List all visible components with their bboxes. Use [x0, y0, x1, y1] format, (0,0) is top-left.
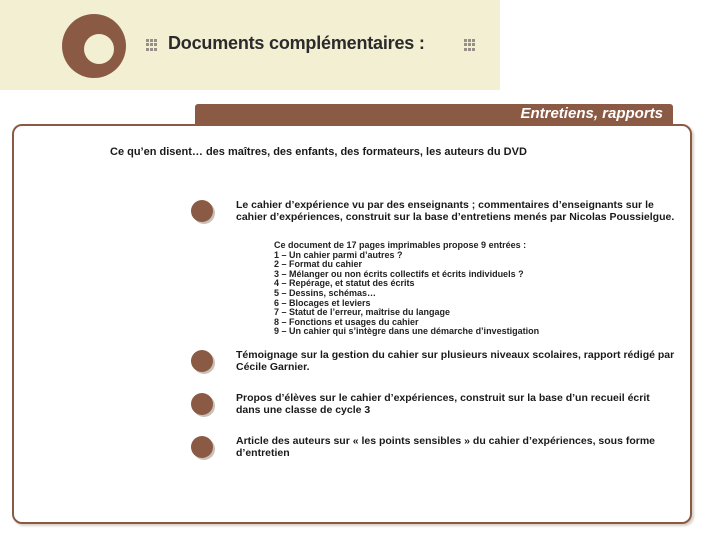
contents-entry: 6 – Blocages et leviers	[274, 297, 371, 308]
page-title: Documents complémentaires :	[168, 33, 425, 53]
bullet-icon	[191, 436, 213, 458]
contents-entry: 7 – Statut de l’erreur, maîtrise du langage	[274, 307, 451, 318]
section-tab	[195, 104, 673, 124]
section-tab-label: Entretiens, rapports	[520, 105, 663, 122]
intro-text: Ce qu’en disent… des maîtres, des enfants, des formateurs, les auteurs du DVD	[110, 146, 527, 158]
contents-entry: 4 – Repérage, et statut des écrits	[274, 278, 415, 289]
bullet-icon	[191, 200, 213, 222]
contents-heading: Ce document de 17 pages imprimables propose 9 entrées :	[274, 240, 527, 250]
bullet-icon	[191, 393, 213, 415]
document-item[interactable]: Article des auteurs sur « les points sensibles » du cahier d’expériences, sous forme d’entretien	[236, 435, 655, 459]
document-item[interactable]: Le cahier d’expérience vu par des enseignants ; commentaires d’enseignants sur le cahier d’expériences, construit sur la base d’entretiens menés par Nicolas Poussielgue.	[236, 199, 675, 223]
contents-entry: 5 – Dessins, schémas…	[274, 287, 377, 298]
contents-entry: 9 – Un cahier qui s’intègre dans une démarche d’investigation	[274, 326, 540, 337]
document-item[interactable]: Témoignage sur la gestion du cahier sur plusieurs niveaux scolaires, rapport rédigé par Cécile Garnier.	[236, 349, 675, 373]
document-item[interactable]: Propos d’élèves sur le cahier d’expériences, construit sur la base d’un recueil écrit dans une classe de cycle 3	[236, 392, 650, 416]
bullet-icon	[191, 350, 213, 372]
dotted-square-icon	[146, 39, 158, 51]
ring-logo-hole	[84, 34, 114, 64]
contents-entry: 1 – Un cahier parmi d’autres ?	[274, 249, 403, 260]
contents-entry: 3 – Mélanger ou non écrits collectifs et écrits individuels ?	[274, 268, 524, 279]
document-contents-list	[274, 241, 674, 337]
contents-entry: 8 – Fonctions et usages du cahier	[274, 316, 419, 327]
dotted-square-icon	[464, 39, 476, 51]
contents-entry: 2 – Format du cahier	[274, 259, 363, 270]
